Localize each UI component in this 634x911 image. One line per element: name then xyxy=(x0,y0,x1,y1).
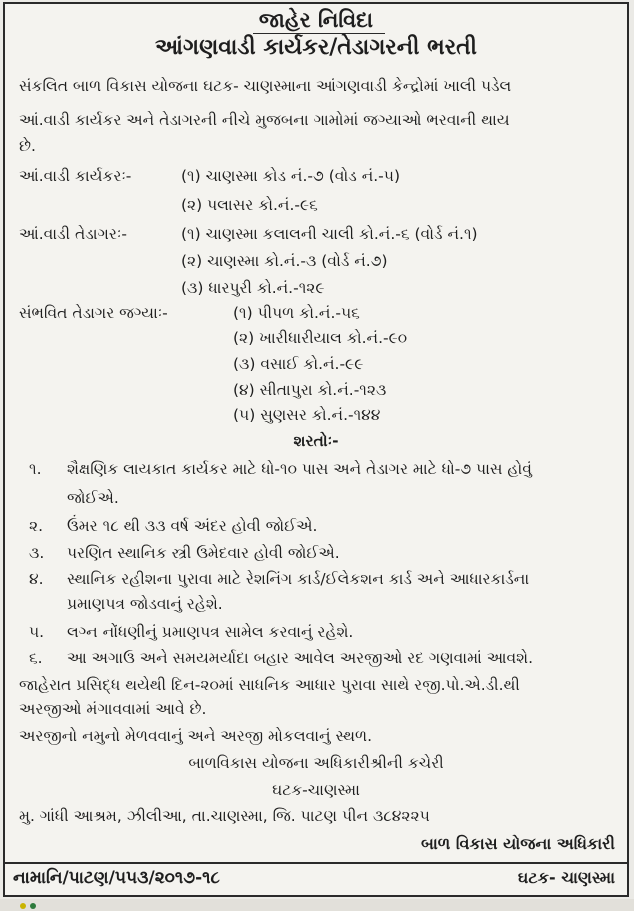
notice-paper xyxy=(3,2,629,897)
helper-item-1: (૧) ચાણસ્મા કલાલની ચાલી કો.નં.-૬ (વોર્ડ નં.૧) xyxy=(181,225,478,243)
condition-5-number: ૫. xyxy=(29,623,45,641)
condition-6-line-1: આ અગાઉ અને સમયમર્યાદા બહાર આવેલ અરજીઓ રદ ગણવામાં આવશે. xyxy=(67,649,534,667)
worker-item-2: (૨) પલાસર કો.નં.-૯૬ xyxy=(181,196,318,214)
signatory-title: બાળ વિકાસ યોજના અધિકારી xyxy=(421,834,615,853)
office-line: બાળવિકાસ યોજના અધિકારીશ્રીની કચેરી xyxy=(188,754,444,772)
helper-item-3: (૩) ધારપુરી કો.નં.-૧૨૯ xyxy=(181,279,325,297)
helper-item-2: (૨) ચાણસ્મા કો.નં.-૩ (વોર્ડ નં.૭) xyxy=(181,252,388,270)
signatory-unit: ઘટક- ચાણસ્મા xyxy=(517,868,615,887)
unit-line: ઘટક-ચાણસ્મા xyxy=(272,781,360,799)
conditions-heading: શરતોઃ- xyxy=(293,432,339,450)
adjacent-mark xyxy=(20,903,26,909)
notice-heading: જાહેર નિવિદા xyxy=(258,8,374,32)
condition-1-line-1: શૈક્ષણિક લાયકાત કાર્યકર માટે ધો-૧૦ પાસ અને તેડાગર માટે ધો-૭ પાસ હોવું xyxy=(67,460,532,478)
condition-3-number: ૩. xyxy=(29,544,45,562)
intro-line-1: સંકલિત બાળ વિકાસ યોજના ઘટક- ચાણસ્માના આંગણવાડી કેન્દ્રોમાં ખાલી પડેલ xyxy=(19,77,512,95)
intro-line-2: આં.વાડી કાર્યકર અને તેડાગરની નીચે મુજબના ગામોમાં જગ્યાઓ ભરવાની થાય xyxy=(19,111,510,129)
address-line: મુ. ગાંધી આશ્રમ, ઝીલીઆ, તા.ચાણસ્મા, જિ. પાટણ પીન ૩૮૪૨૨૫ xyxy=(19,807,430,825)
condition-2-line-1: ઉંમર ૧૮ થી ૩૩ વર્ષ અંદર હોવી જોઈએ. xyxy=(67,517,318,535)
possible-item-2: (૨) ખારીધારીયાલ કો.નં.-૯૦ xyxy=(233,329,408,347)
notice-subheading: આંગણવાડી કાર્યકર/તેડાગરની ભરતી xyxy=(155,35,477,60)
condition-1-number: ૧. xyxy=(29,460,42,478)
intro-line-3: છે. xyxy=(19,137,36,155)
condition-3-line-1: પરણિત સ્થાનિક સ્ત્રી ઉમેદવાર હોવી જોઈએ. xyxy=(67,544,340,562)
publish-line-2: અરજીઓ મંગાવવામાં આવે છે. xyxy=(19,700,207,718)
reference-number: નામાનિ/પાટણ/૫૫૩/૨૦૧૭-૧૮ xyxy=(13,868,220,888)
helper-label: આં.વાડી તેડાગરઃ- xyxy=(19,225,127,243)
place-line: અરજીનો નમુનો મેળવવાનું અને અરજી મોકલવાનું સ્થળ. xyxy=(19,727,373,745)
heading-underline xyxy=(253,33,385,34)
condition-4-line-1: સ્થાનિક રહીશના પુરાવા માટે રેશનિંગ કાર્ડ/ઈલેકશન કાર્ડ અને આધારકાર્ડના xyxy=(67,570,530,588)
possible-item-4: (૪) સીતાપુરા કો.નં.-૧૨૩ xyxy=(233,381,387,399)
adjacent-mark xyxy=(30,903,36,909)
possible-label: સંભવિત તેડાગર જગ્યાઃ- xyxy=(19,304,168,322)
worker-label: આં.વાડી કાર્યકરઃ- xyxy=(19,167,132,185)
condition-5-line-1: લગ્ન નોંધણીનું પ્રમાણપત્ર સામેલ કરવાનું રહેશે. xyxy=(67,623,354,641)
possible-item-3: (૩) વસાઈ કો.નં.-૯૯ xyxy=(233,355,364,373)
possible-item-1: (૧) પીપળ કો.નં.-૫૬ xyxy=(233,304,360,322)
adjacent-page-strip xyxy=(0,899,634,911)
condition-6-number: ૬. xyxy=(29,649,43,667)
possible-item-5: (૫) સુણસર કો.નં.-૧૪૪ xyxy=(233,406,381,424)
publish-line-1: જાહેરાત પ્રસિદ્ધ થયેથી દિન-૨૦માં સાધનિક આધાર પુરાવા સાથે રજી.પો.એ.ડી.થી xyxy=(19,676,520,694)
condition-1-line-2: જોઈએ. xyxy=(67,489,119,507)
condition-4-number: ૪. xyxy=(29,570,44,588)
worker-item-1: (૧) ચાણસ્મા કોડ નં.-૭ (વોડ નં.-૫) xyxy=(181,167,401,185)
condition-2-number: ૨. xyxy=(29,517,44,535)
footer-divider xyxy=(5,862,627,864)
condition-4-line-2: પ્રમાણપત્ર જોડવાનું રહેશે. xyxy=(67,595,223,613)
